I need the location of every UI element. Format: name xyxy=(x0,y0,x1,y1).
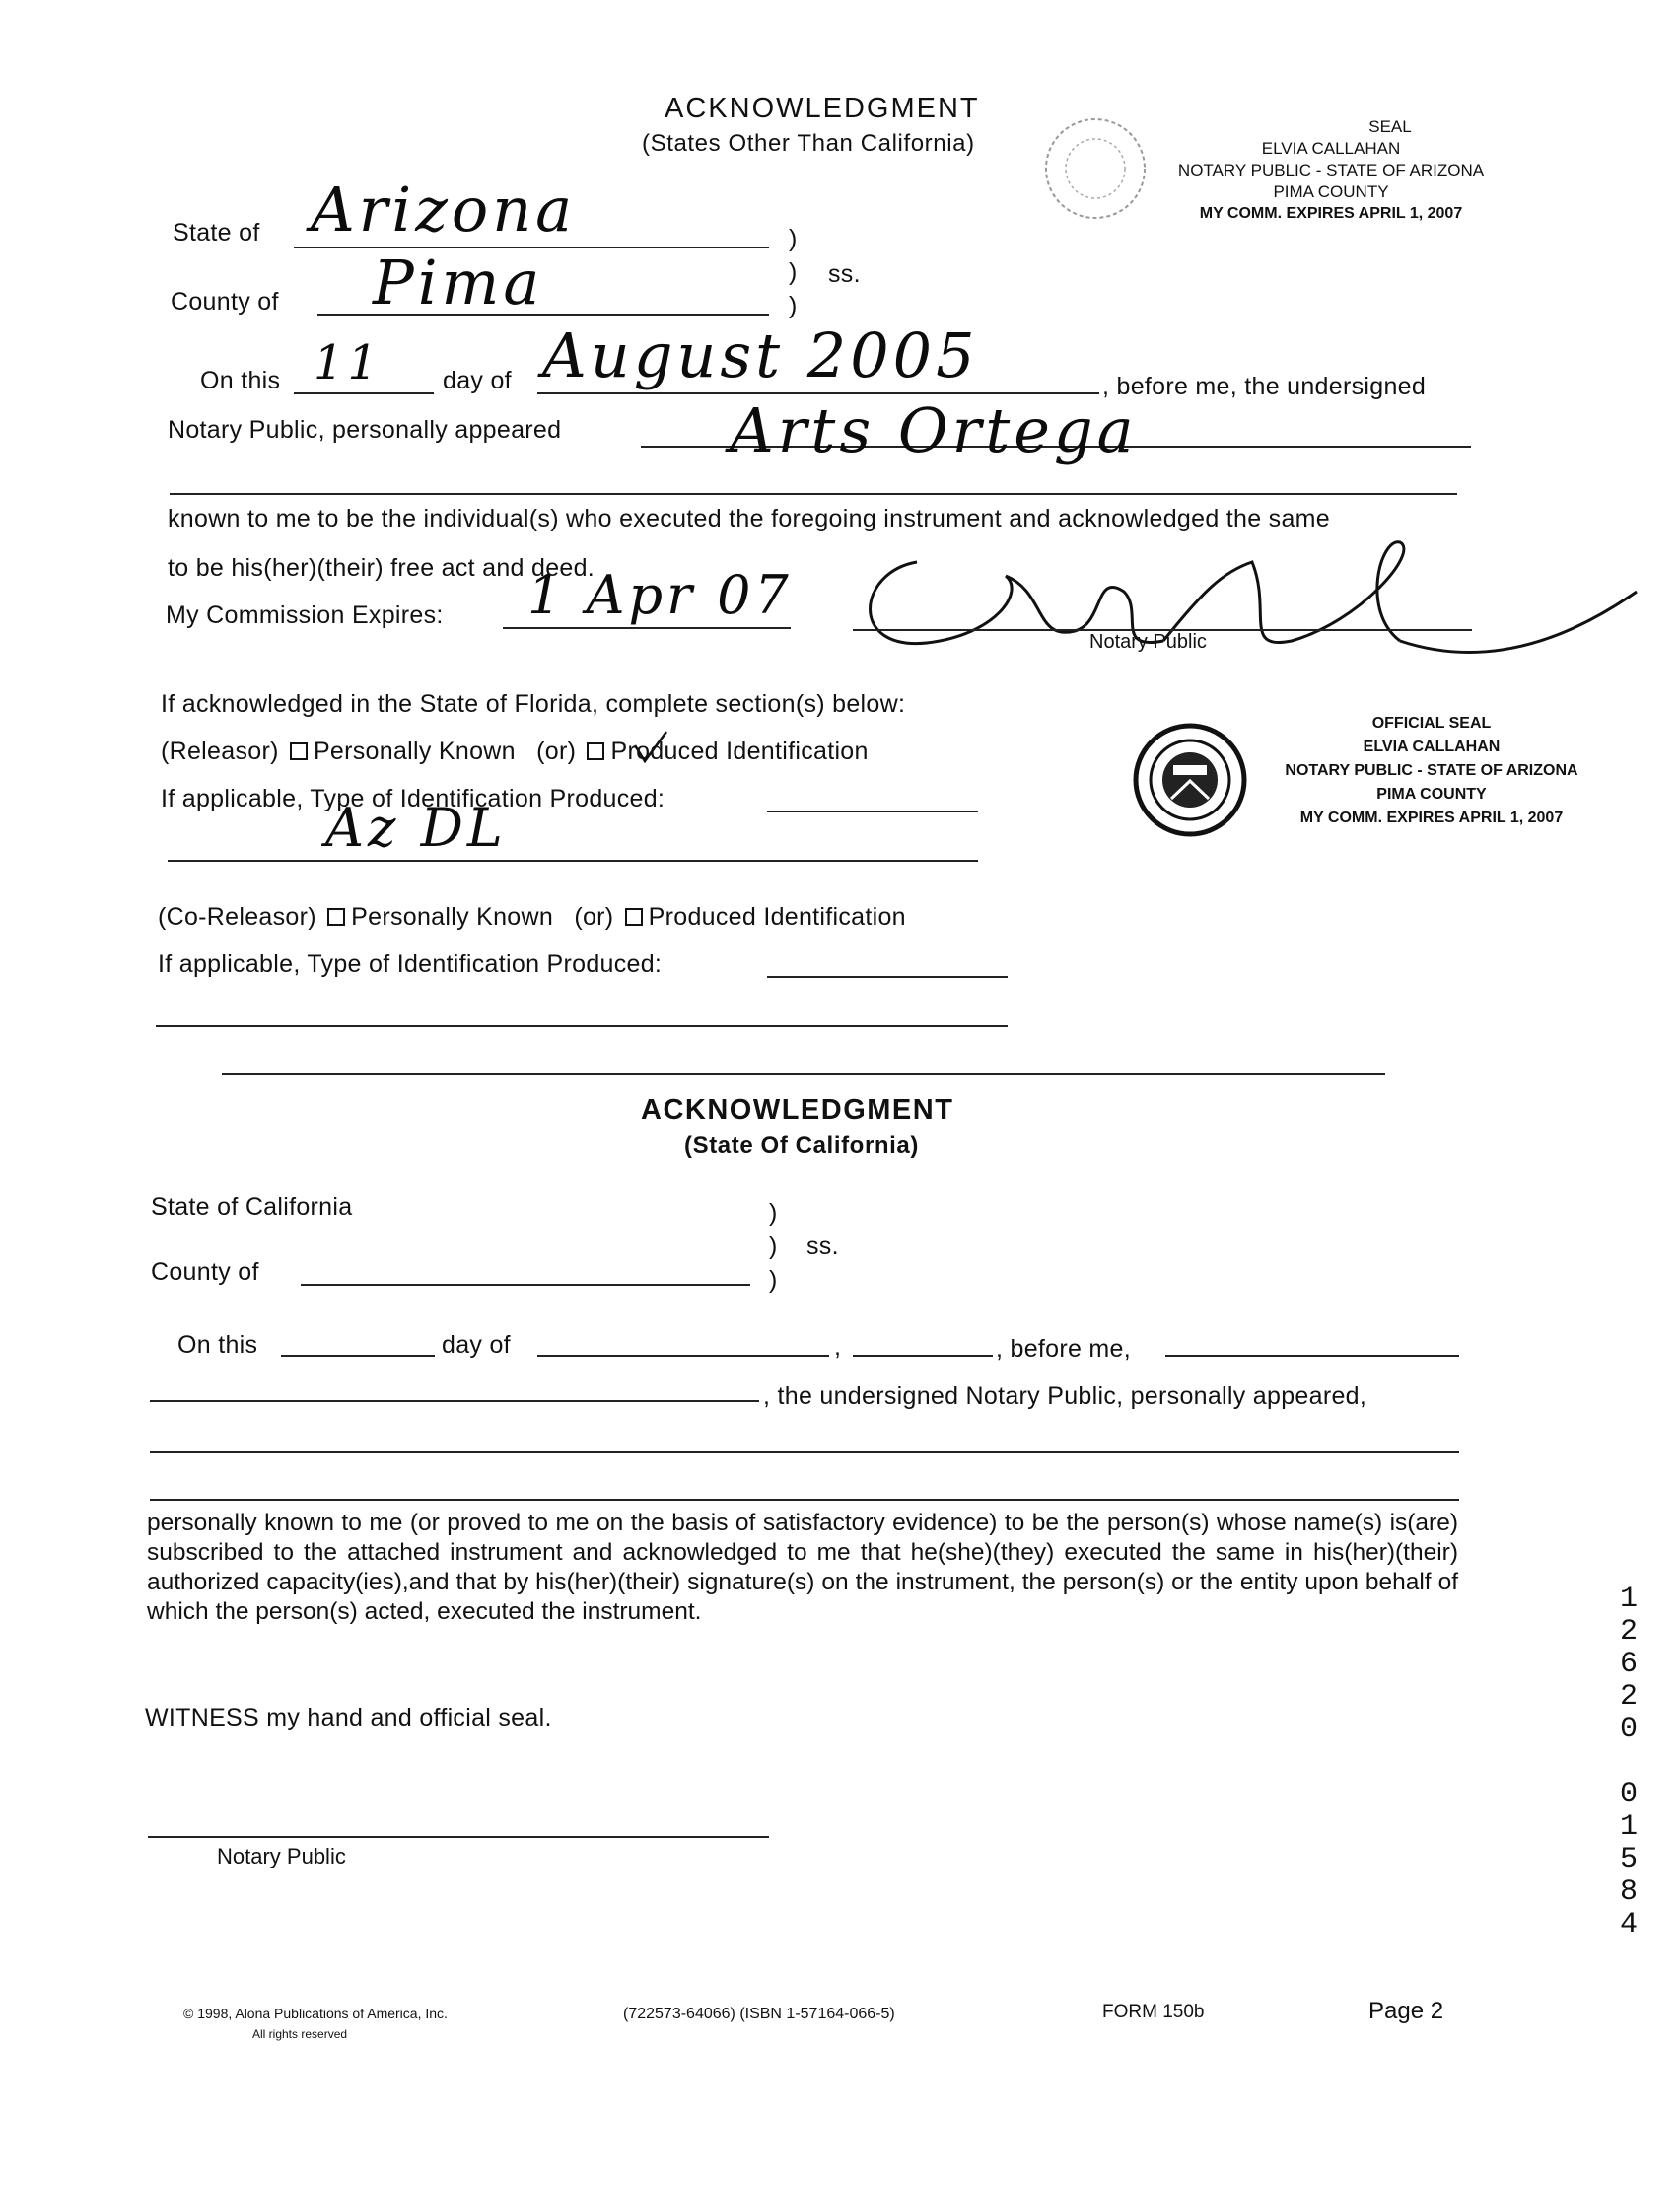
ca-paren-2: ) xyxy=(769,1233,778,1260)
florida-line: If acknowledged in the State of Florida, complete section(s) below: xyxy=(161,690,906,718)
stamp-small-line-2: ELVIA CALLAHAN xyxy=(1261,139,1401,158)
appeared-value: Arts Ortega xyxy=(730,394,1138,466)
releasor-produced-checkbox[interactable] xyxy=(587,742,604,760)
stamp-big-line-4: PIMA COUNTY xyxy=(1376,786,1487,803)
notary-caption-top: Notary Public xyxy=(1089,631,1207,653)
arizona-seal-icon xyxy=(1132,722,1248,838)
ca-paren-1: ) xyxy=(769,1199,778,1227)
checkmark-icon xyxy=(631,730,670,769)
top-subtitle: (States Other Than California) xyxy=(642,130,975,157)
ca-day-of: day of xyxy=(442,1331,511,1359)
notary-signature-icon xyxy=(848,532,1656,680)
co-releasor-known-checkbox[interactable] xyxy=(327,908,345,926)
paren-2: ) xyxy=(789,258,798,286)
ca-state-label: State of California xyxy=(151,1193,353,1221)
ca-year-line xyxy=(853,1355,993,1357)
day-value: 11 xyxy=(314,335,383,390)
commission-value: 1 Apr 07 xyxy=(527,564,793,626)
ca-before-me-line xyxy=(1165,1355,1459,1357)
co-releasor-known-label: Personally Known xyxy=(351,903,554,931)
ca-paragraph: personally known to me (or proved to me on the basis of satisfactory evidence) to be the person(s) whose name(s) is(are) subscribed to the attached instrument and acknowledged to me that he(she)(they) executed the same in his(her)(their) authorized capacity(ies),and that by his(her)(their) signature(s) on the instrument, the person(s) or the entity upon behalf of which the person(s) acted, executed the instrument. xyxy=(147,1510,1458,1625)
before-me-text: , before me, the undersigned xyxy=(1102,373,1427,400)
ca-on-this: On this xyxy=(177,1331,258,1359)
releasor-label: (Releasor) xyxy=(161,738,279,765)
top-title: ACKNOWLEDGMENT xyxy=(665,93,980,124)
type-id-line-1b xyxy=(168,860,978,862)
footer-page: Page 2 xyxy=(1368,1998,1444,2024)
stamp-big-line-5: MY COMM. EXPIRES APRIL 1, 2007 xyxy=(1299,810,1564,826)
notary-stamp-small xyxy=(1149,116,1513,225)
stamp-big-line-1: OFFICIAL SEAL xyxy=(1371,715,1492,732)
stamp-small-line-1: SEAL xyxy=(1368,117,1412,136)
stamp-small-line-3: NOTARY PUBLIC - STATE OF ARIZONA xyxy=(1177,161,1485,179)
ca-county-label: County of xyxy=(151,1258,259,1286)
type-id-label-1: If applicable, Type of Identification Produced: xyxy=(161,785,665,812)
notary-seal-small-icon xyxy=(1030,114,1160,223)
releasor-row xyxy=(161,738,869,766)
day-line xyxy=(294,392,434,394)
type-id-line-2b xyxy=(156,1025,1008,1027)
type-id-line-2 xyxy=(767,976,1008,978)
type-id-value: Az DL xyxy=(325,797,507,859)
known-line: known to me to be the individual(s) who executed the foregoing instrument and acknowledged the same xyxy=(168,505,1331,532)
ca-blank-line-1 xyxy=(150,1451,1459,1453)
ss-label: ss. xyxy=(828,260,861,288)
day-of-label: day of xyxy=(443,367,512,394)
type-id-label-2: If applicable, Type of Identification Produced: xyxy=(158,951,663,978)
ca-name-line xyxy=(150,1400,759,1402)
ca-notary-caption: Notary Public xyxy=(217,1844,346,1868)
free-act-line: to be his(her)(their) free act and deed. xyxy=(168,554,595,582)
footer-isbn: (722573-64066) (ISBN 1-57164-066-5) xyxy=(623,2006,895,2022)
ca-county-line xyxy=(301,1284,750,1286)
ca-comma: , xyxy=(834,1333,842,1361)
paren-1: ) xyxy=(789,225,798,252)
ca-undersigned: , the undersigned Notary Public, personally appeared, xyxy=(763,1382,1367,1410)
state-value: Arizona xyxy=(311,174,577,246)
witness-line: WITNESS my hand and official seal. xyxy=(145,1704,552,1731)
appeared-line-2 xyxy=(170,493,1457,495)
co-releasor-label: (Co-Releasor) xyxy=(158,903,316,931)
co-releasor-produced-label: Produced Identification xyxy=(648,903,906,931)
ca-paren-3: ) xyxy=(769,1266,778,1294)
side-document-number: 1 2 6 2 0 0 1 5 8 4 xyxy=(1619,1583,1638,1941)
releasor-known-label: Personally Known xyxy=(313,738,516,765)
co-releasor-row xyxy=(158,903,906,932)
stamp-small-line-4: PIMA COUNTY xyxy=(1273,182,1389,201)
footer-rights: All rights reserved xyxy=(252,2027,348,2041)
co-releasor-produced-checkbox[interactable] xyxy=(625,908,643,926)
on-this-label: On this xyxy=(200,367,281,394)
ca-day-line xyxy=(281,1355,435,1357)
state-label: State of xyxy=(173,219,260,247)
ca-notary-signature-line xyxy=(148,1836,769,1838)
notary-stamp-big xyxy=(1244,712,1619,830)
ca-month-line xyxy=(537,1355,829,1357)
appeared-label: Notary Public, personally appeared xyxy=(168,416,562,444)
commission-label: My Commission Expires: xyxy=(166,601,444,629)
county-value: Pima xyxy=(373,247,544,318)
month-year-value: August 2005 xyxy=(542,319,979,391)
co-releasor-or: (or) xyxy=(574,903,614,931)
stamp-big-line-2: ELVIA CALLAHAN xyxy=(1363,739,1501,755)
releasor-known-checkbox[interactable] xyxy=(290,742,308,760)
releasor-or: (or) xyxy=(536,738,577,765)
footer-form: FORM 150b xyxy=(1102,2002,1205,2022)
ca-blank-line-2 xyxy=(150,1499,1459,1501)
bottom-title: ACKNOWLEDGMENT xyxy=(641,1094,954,1126)
commission-line xyxy=(503,627,791,629)
releasor-produced-label: Produced Identification xyxy=(610,738,869,765)
stamp-small-line-5: MY COMM. EXPIRES APRIL 1, 2007 xyxy=(1199,205,1463,222)
type-id-line-1 xyxy=(767,811,978,812)
ca-before-me: , before me, xyxy=(996,1335,1131,1363)
ca-ss: ss. xyxy=(806,1233,839,1260)
paren-3: ) xyxy=(789,292,798,319)
stamp-big-line-3: NOTARY PUBLIC - STATE OF ARIZONA xyxy=(1285,762,1578,779)
footer-copyright: © 1998, Alona Publications of America, Inc. xyxy=(183,2006,448,2021)
bottom-subtitle: (State Of California) xyxy=(684,1132,919,1159)
section-divider xyxy=(222,1073,1385,1075)
county-label: County of xyxy=(171,288,279,316)
